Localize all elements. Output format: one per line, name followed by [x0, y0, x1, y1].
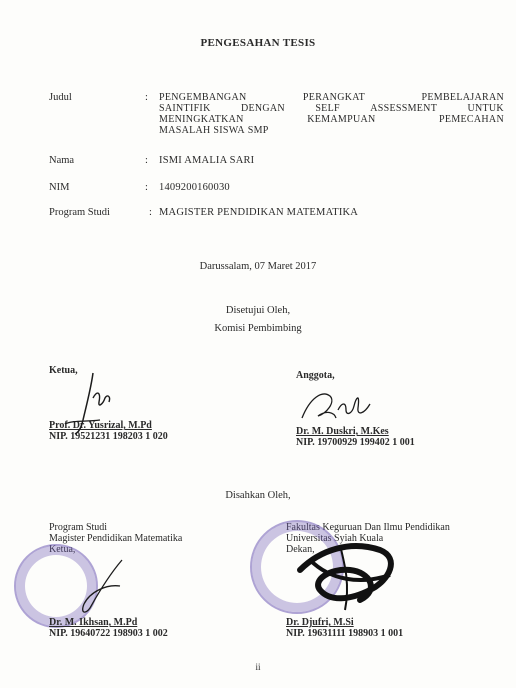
prodi-signature	[60, 556, 140, 616]
ketua-role: Ketua,	[49, 365, 78, 376]
judul-word: MASALAH	[159, 125, 211, 136]
place-date: Darussalam, 07 Maret 2017	[199, 261, 317, 272]
judul-label: Judul	[49, 92, 72, 103]
nim-colon: :	[145, 182, 148, 193]
nim-value: 1409200160030	[159, 182, 230, 193]
judul-value	[159, 92, 504, 136]
anggota-nip: NIP. 19700929 199402 1 001	[296, 437, 415, 448]
page-title: PENGESAHAN TESIS	[200, 37, 316, 49]
judul-line-3	[159, 114, 504, 125]
page-number: ii	[255, 662, 261, 672]
prodi-sign-line1: Program Studi	[49, 522, 108, 533]
judul-word: SISWA	[213, 125, 245, 136]
judul-word: SELF	[315, 103, 340, 114]
judul-word: SMP	[247, 125, 269, 136]
judul-word: UNTUK	[467, 103, 504, 114]
judul-word: ASSESSMENT	[370, 103, 438, 114]
fakultas-signature	[290, 530, 410, 615]
prodi-sign-name: Dr. M. Ikhsan, M.Pd	[49, 617, 138, 628]
nama-value: ISMI AMALIA SARI	[159, 155, 255, 166]
ketua-name: Prof. Dr. Yusrizal, M.Pd	[49, 420, 152, 431]
prodi-sign-line3: Ketua,	[49, 544, 76, 555]
prodi-label: Program Studi	[49, 207, 110, 218]
anggota-signature	[300, 388, 390, 428]
fakultas-sign-name: Dr. Djufri, M.Si	[286, 617, 354, 628]
committee-label: Komisi Pembimbing	[214, 323, 302, 334]
ratified-by-label: Disahkan Oleh,	[225, 490, 291, 501]
fakultas-sign-footer	[286, 617, 403, 639]
nama-colon: :	[145, 155, 148, 166]
prodi-sign-nip: NIP. 19640722 198903 1 002	[49, 628, 168, 639]
nama-label: Nama	[49, 155, 75, 166]
prodi-value: MAGISTER PENDIDIKAN MATEMATIKA	[159, 207, 359, 218]
prodi-sign-footer	[49, 617, 168, 639]
fakultas-sign-line1: Fakultas Keguruan Dan Ilmu Pendidikan	[286, 522, 450, 533]
judul-word: KEMAMPUAN	[307, 114, 376, 125]
anggota-role: Anggota,	[296, 370, 335, 381]
judul-line-4	[159, 125, 504, 136]
judul-word: PEMBELAJARAN	[421, 92, 504, 103]
anggota-name: Dr. M. Duskri, M.Kes	[296, 426, 389, 437]
judul-word: MENINGKATKAN	[159, 114, 244, 125]
judul-word: DENGAN	[240, 103, 285, 114]
judul-word: PEMECAHAN	[439, 114, 504, 125]
prodi-sign-line2: Magister Pendidikan Matematika	[49, 533, 183, 544]
judul-line-1	[159, 92, 504, 103]
fakultas-sign-nip: NIP. 19631111 198903 1 001	[286, 628, 404, 639]
ketua-signature	[55, 368, 135, 438]
approved-by-label: Disetujui Oleh,	[225, 305, 291, 316]
judul-word: PENGEMBANGAN	[159, 92, 247, 103]
judul-word: PERANGKAT	[302, 92, 366, 103]
fakultas-sign-line2: Universitas Syiah Kuala	[286, 533, 384, 544]
judul-colon: :	[145, 92, 148, 103]
ketua-nip: NIP. 19521231 198203 1 020	[49, 431, 168, 442]
judul-line-2	[159, 103, 504, 114]
fakultas-sign-line3: Dekan,	[286, 544, 315, 555]
nim-label: NIM	[49, 182, 70, 193]
judul-word: SAINTIFIK	[159, 103, 211, 114]
prodi-colon: :	[149, 207, 152, 218]
